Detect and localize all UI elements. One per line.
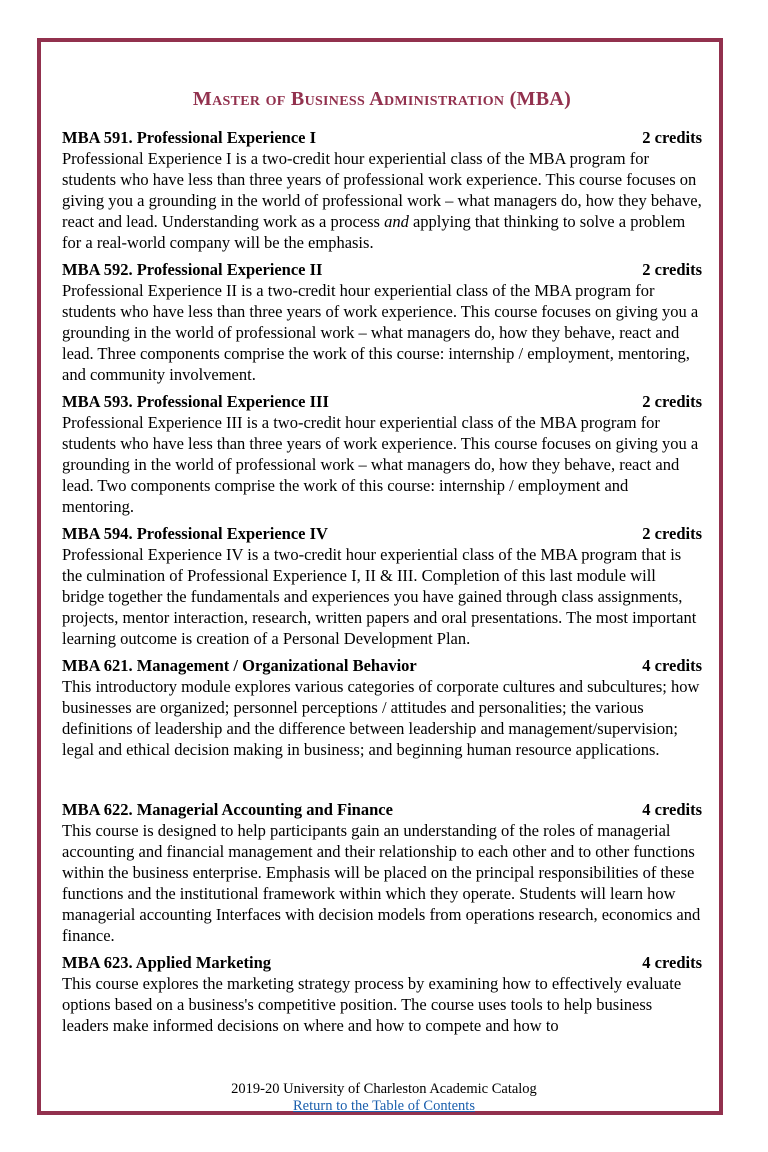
course-section	[62, 655, 702, 760]
course-heading-row	[62, 259, 702, 280]
description-segment: This course is designed to help participants gain an understanding of the roles of managerial accounting and financial management and their relationship to each other and to other functions within the business enterprise. Emphasis will be placed on the principal responsibilities of these functions and the institutional framework within which they operate. Students will learn how managerial accounting Interfaces with decision models from operations research, economics and finance.	[62, 821, 701, 945]
course-credits: 4 credits	[642, 953, 702, 972]
course-credits: 2 credits	[642, 260, 702, 279]
course-description	[62, 412, 702, 517]
footer-catalog-line: 2019-20 University of Charleston Academic Catalog	[231, 1081, 537, 1097]
course-heading-row	[62, 655, 702, 676]
page-footer	[0, 1081, 768, 1115]
description-segment: Professional Experience II is a two-credit hour experiential class of the MBA program for students who have less than three years of work experience. This course focuses on giving you a grounding in the world of professional work – what managers do, how they behave, react and lead. Three components comprise the work of this course: internship / employment, mentoring, and community involvement.	[62, 281, 699, 384]
return-to-table-of-contents-link[interactable]: Return to the Table of Contents	[293, 1098, 475, 1114]
course-title: MBA 623. Applied Marketing	[62, 953, 272, 972]
description-italic-segment: and	[384, 212, 409, 231]
description-segment: Professional Experience IV is a two-credit hour experiential class of the MBA program that is the culmination of Professional Experience I, II & III. Completion of this last module will bridge together the fundamentals and experiences you have gained through class assignments, projects, mentor interaction, research, written papers and oral presentations. The most important learning outcome is creation of a Personal Development Plan.	[62, 545, 697, 648]
course-credits: 4 credits	[642, 800, 702, 819]
course-list	[62, 127, 702, 1036]
course-heading-row	[62, 127, 702, 148]
description-segment: This course explores the marketing strategy process by examining how to effectively evaluate options based on a business's competitive position. The course uses tools to help business leaders make informed decisions on where and how to compete and how to	[62, 974, 682, 1035]
course-credits: 4 credits	[642, 656, 702, 675]
course-section	[62, 259, 702, 385]
course-title: MBA 594. Professional Experience IV	[62, 524, 328, 543]
course-heading-row	[62, 523, 702, 544]
course-title: MBA 622. Managerial Accounting and Finance	[62, 800, 393, 819]
course-title: MBA 621. Management / Organizational Behavior	[62, 656, 417, 675]
page-title: Master of Business Administration (MBA)	[192, 88, 572, 110]
course-section	[62, 523, 702, 649]
description-segment: Professional Experience III is a two-credit hour experiential class of the MBA program for students who have less than three years of work experience. This course focuses on giving you a grounding in the world of professional work – what managers do, how they behave, react and lead. Two components comprise the work of this course: internship / employment and mentoring.	[62, 413, 699, 516]
course-credits: 2 credits	[642, 392, 702, 411]
course-section	[62, 952, 702, 1036]
description-segment: This introductory module explores various categories of corporate cultures and subcultures; how businesses are organized; personnel perceptions / attitudes and personalities; the various definitions of leadership and the difference between leadership and management/supervision; legal and ethical decision making in business; and beginning human resource applications.	[62, 677, 700, 759]
course-title: MBA 591. Professional Experience I	[62, 128, 317, 147]
course-section	[62, 127, 702, 253]
course-title: MBA 593. Professional Experience III	[62, 392, 329, 411]
description-segment: applying that thinking to solve a problem for a real-world company will be the emphasis.	[62, 212, 686, 252]
course-section	[62, 799, 702, 946]
course-heading-row	[62, 952, 702, 973]
course-description	[62, 280, 702, 385]
course-description	[62, 544, 702, 649]
course-description	[62, 148, 702, 253]
course-section	[62, 391, 702, 517]
course-heading-row	[62, 799, 702, 820]
course-credits: 2 credits	[642, 128, 702, 147]
course-description	[62, 820, 702, 946]
course-credits: 2 credits	[642, 524, 702, 543]
course-description	[62, 676, 702, 760]
course-description	[62, 973, 702, 1036]
catalog-page	[41, 42, 719, 1042]
course-heading-row	[62, 391, 702, 412]
course-title: MBA 592. Professional Experience II	[62, 260, 323, 279]
description-segment: Professional Experience I is a two-credit hour experiential class of the MBA program for students who have less than three years of professional work experience. This course focuses on giving you a grounding in the world of professional work – what managers do, how they behave, react and lead. Understanding work as a process	[62, 149, 702, 231]
